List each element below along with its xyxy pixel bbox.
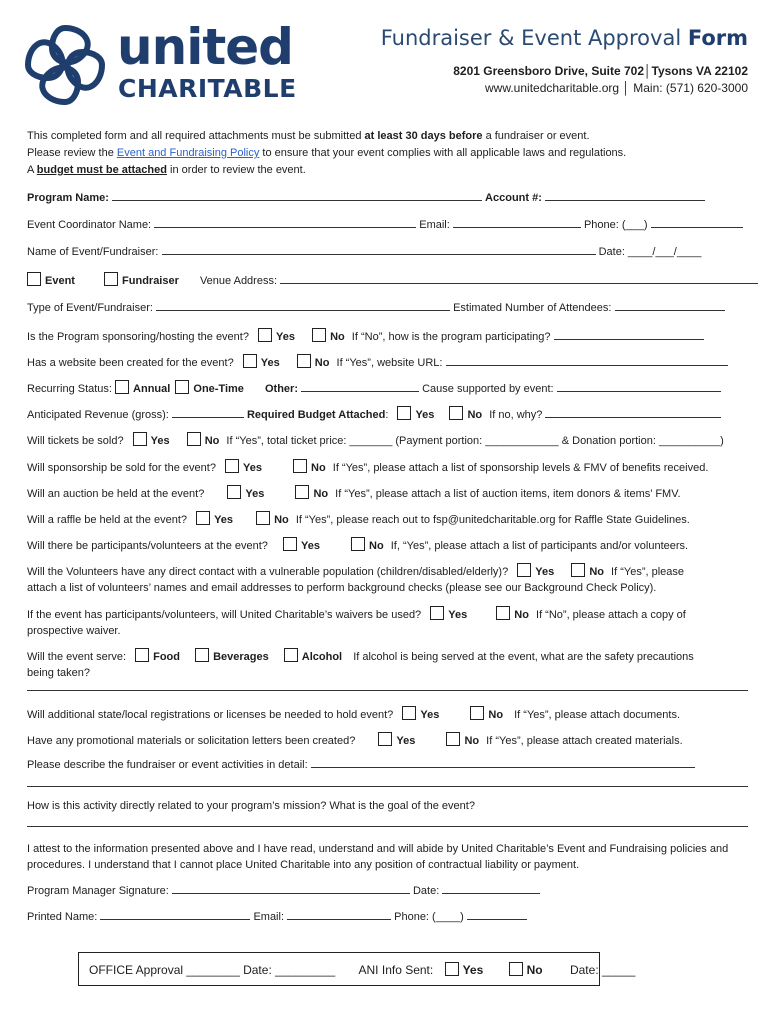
participants-no-checkbox[interactable] [351,537,365,551]
sponsor-no-checkbox[interactable] [293,459,307,473]
signature-field[interactable] [172,884,410,894]
brand-word-united: united [117,18,293,76]
tickets-row: Will tickets be sold? Yes No If “Yes”, total ticket price: _______ (Payment portion: ____________ & Donation portion: __________) [27,432,752,447]
website-no-checkbox[interactable] [297,354,311,368]
signature-date-field[interactable] [442,884,540,894]
licenses-no-checkbox[interactable] [470,706,484,720]
form-title: Fundraiser & Event Approval Form [380,26,748,50]
mission-answer-line[interactable] [27,826,748,827]
coordinator-row: Event Coordinator Name: Email: Phone: (___) [27,218,752,231]
tickets-yes-checkbox[interactable] [133,432,147,446]
attestation: I attest to the information presented above and I have read, understand and will abide by United Charitable’s Event and Fundraising policies and procedures. I understand that I cannot place United Charitable into any position of contractual liability or payment. [27,843,729,871]
promo-yes-checkbox[interactable] [378,732,392,746]
tickets-no-checkbox[interactable] [187,432,201,446]
hosting-no-checkbox[interactable] [312,328,326,342]
type-row: Type of Event/Fundraiser: Estimated Number of Attendees: [27,301,752,314]
alcohol-checkbox[interactable] [284,648,298,662]
annual-checkbox[interactable] [115,380,129,394]
sponsorship-row: Will sponsorship be sold for the event? Yes No If “Yes”, please attach a list of sponsorship levels & FMV of benefits received. [27,459,752,474]
website-phone: www.unitedcharitable.org │ Main: (571) 620-3000 [485,81,748,95]
participants-row: Will there be participants/volunteers at the event? Yes No If, “Yes”, please attach a list of participants and/or volunteers. [27,537,752,552]
other-field[interactable] [301,382,419,392]
policy-link[interactable]: Event and Fundraising Policy [116,147,260,159]
event-type-row: Event Fundraiser Venue Address: [27,272,752,287]
auction-no-checkbox[interactable] [295,485,309,499]
printed-name-field[interactable] [100,910,250,920]
event-name-row: Name of Event/Fundraiser: Date: ____/___/____ [27,246,702,258]
why-field[interactable] [545,408,721,418]
vuln-no-checkbox[interactable] [571,563,585,577]
sponsor-yes-checkbox[interactable] [225,459,239,473]
ani-no-checkbox[interactable] [509,962,523,976]
address: 8201 Greensboro Drive, Suite 702│Tysons VA 22102 [453,64,748,78]
vulnerable-question: Will the Volunteers have any direct contact with a vulnerable population (children/disabled/elderly)? Yes No If “Yes”, please attach a list of volunteers’ names and email addresses to perform background checks (please see our Background Check Policy). [27,563,752,596]
participants-yes-checkbox[interactable] [283,537,297,551]
website-url-field[interactable] [446,356,728,366]
budget-yes-checkbox[interactable] [397,406,411,420]
account-field[interactable] [545,191,705,201]
knot-logo-icon [22,22,108,108]
promo-no-checkbox[interactable] [446,732,460,746]
describe-answer-line[interactable] [27,786,748,787]
waiver-question: If the event has participants/volunteers, will United Charitable’s waivers be used? Yes No If “No”, please attach a copy of prospective waiver. [27,606,752,639]
raffle-row: Will a raffle be held at the event? Yes No If “Yes”, please reach out to fsp@unitedcharitable.org for Raffle State Guidelines. [27,511,752,526]
revenue-row: Anticipated Revenue (gross): Required Budget Attached: Yes No If no, why? [27,406,752,421]
licenses-yes-checkbox[interactable] [402,706,416,720]
cause-field[interactable] [557,382,721,392]
auction-row: Will an auction be held at the event? Yes No If “Yes”, please attach a list of auction items, item donors & items’ FMV. [27,485,752,500]
office-approval-box: OFFICE Approval ________ Date: _________ ANI Info Sent: Yes No Date: _____ [78,952,600,986]
printed-email-field[interactable] [287,910,391,920]
serve-answer-line[interactable] [27,690,748,691]
printed-phone-field[interactable] [467,910,527,920]
signature-row: Program Manager Signature: Date: [27,884,752,897]
waiver-no-checkbox[interactable] [496,606,510,620]
raffle-yes-checkbox[interactable] [196,511,210,525]
hosting-field[interactable] [554,330,704,340]
event-name-field[interactable] [162,245,596,255]
united-charitable-logo [22,18,297,108]
beverages-checkbox[interactable] [195,648,209,662]
raffle-no-checkbox[interactable] [256,511,270,525]
printed-name-row: Printed Name: Email: Phone: (____) [27,910,752,923]
promo-row: Have any promotional materials or solicitation letters been created? Yes No If “Yes”, please attach created materials. [27,732,752,747]
program-name-field[interactable] [112,191,482,201]
ani-yes-checkbox[interactable] [445,962,459,976]
recurring-row: Recurring Status: Annual One-Time Other: Cause supported by event: [27,380,752,395]
revenue-field[interactable] [172,408,244,418]
brand-word-charitable: CHARITABLE [118,74,297,103]
venue-field[interactable] [280,274,758,284]
phone-field[interactable] [651,218,743,228]
program-name-row: Program Name: Account #: [27,191,752,204]
website-yes-checkbox[interactable] [243,354,257,368]
attendees-field[interactable] [615,301,725,311]
describe-row: Please describe the fundraiser or event activities in detail: [27,758,752,771]
coordinator-field[interactable] [154,218,416,228]
licenses-row: Will additional state/local registrations or licenses be needed to hold event? Yes No If “Yes”, please attach documents. [27,706,752,721]
mission-row: How is this activity directly related to your program’s mission? What is the goal of the event? [27,800,475,812]
intro-text: This completed form and all required attachments must be submitted at least 30 days before a fundraiser or event. Please review the Event and Fundraising Policy to ensure that your event complies with all applicable laws and regulations. A budget must be attached in order to review the event. [27,130,627,176]
auction-yes-checkbox[interactable] [227,485,241,499]
website-row: Has a website been created for the event? Yes No If “Yes”, website URL: [27,354,752,369]
vuln-yes-checkbox[interactable] [517,563,531,577]
event-checkbox[interactable] [27,272,41,286]
budget-no-checkbox[interactable] [449,406,463,420]
food-checkbox[interactable] [135,648,149,662]
hosting-yes-checkbox[interactable] [258,328,272,342]
email-field[interactable] [453,218,581,228]
serve-question: Will the event serve: Food Beverages Alcohol If alcohol is being served at the event, what are the safety precautions being taken? [27,648,752,681]
hosting-row: Is the Program sponsoring/hosting the event? Yes No If “No”, how is the program participating? [27,328,752,343]
type-field[interactable] [156,301,450,311]
waiver-yes-checkbox[interactable] [430,606,444,620]
fundraiser-checkbox[interactable] [104,272,118,286]
onetime-checkbox[interactable] [175,380,189,394]
form-header [381,26,748,95]
describe-field[interactable] [311,758,695,768]
